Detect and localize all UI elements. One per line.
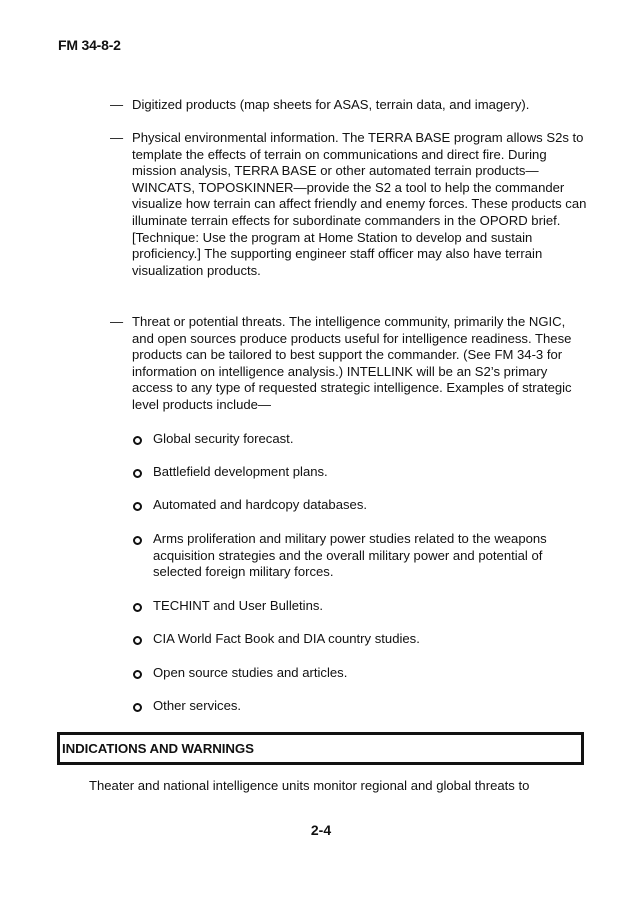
bullet-list-item (133, 631, 588, 648)
section-paragraph: Theater and national intelligence units monitor regional and global threats to (89, 778, 530, 793)
bullet-list-item (133, 431, 588, 448)
dash-item-text: Digitized products (map sheets for ASAS, terrain data, and imagery). (132, 97, 530, 112)
circle-bullet-icon (133, 536, 142, 545)
em-dash-icon: — (110, 314, 124, 329)
section-title: INDICATIONS AND WARNINGS (62, 741, 254, 756)
bullet-list-item (133, 464, 588, 481)
circle-bullet-icon (133, 502, 142, 511)
bullet-list-item (133, 598, 588, 615)
bullet-list-item (133, 531, 588, 581)
em-dash-icon: — (110, 130, 124, 145)
document-header: FM 34-8-2 (58, 37, 121, 53)
bullet-item-text: Automated and hardcopy databases. (153, 497, 368, 512)
dash-list-item (110, 314, 588, 414)
bullet-item-text: TECHINT and User Bulletins. (153, 598, 324, 613)
bullet-list-item (133, 497, 588, 514)
circle-bullet-icon (133, 670, 142, 679)
dash-list-item (110, 130, 588, 279)
dash-item-text: Physical environmental information. The TERRA BASE program allows S2s to template the effects of terrain on communications and direct fire. During mission analysis, TERRA BASE or other automated terrain products—WINCATS, TOPOSKINNER—provide the S2 a tool to help the commander visualize how terrain can affect friendly and enemy forces. These products can illuminate terrain effects for subordinate commanders in the OPORD brief. [Technique: Use the program at Home Station to develop and sustain proficiency.] The supporting engineer staff officer may also have terrain visualization products. (132, 130, 587, 278)
circle-bullet-icon (133, 636, 142, 645)
bullet-item-text: Global security forecast. (153, 431, 294, 446)
dash-list-item (110, 97, 588, 114)
bullet-item-text: CIA World Fact Book and DIA country studies. (153, 631, 420, 646)
bullet-item-text: Arms proliferation and military power studies related to the weapons acquisition strategies and the overall military power and potential of selected foreign military forces. (153, 531, 547, 580)
bullet-item-text: Open source studies and articles. (153, 665, 348, 680)
circle-bullet-icon (133, 603, 142, 612)
section-heading-box (57, 732, 584, 765)
bullet-item-text: Other services. (153, 698, 242, 713)
bullet-list-item (133, 665, 588, 682)
page-number: 2-4 (310, 822, 332, 838)
em-dash-icon: — (110, 97, 124, 112)
circle-bullet-icon (133, 703, 142, 712)
circle-bullet-icon (133, 469, 142, 478)
dash-item-text: Threat or potential threats. The intelligence community, primarily the NGIC, and open sources produce products useful for intelligence readiness. These products can be tailored to best support the commander. (See FM 34-3 for information on intelligence analysis.) INTELLINK will be an S2’s primary access to any type of requested strategic intelligence. Examples of strategic level products include— (132, 314, 572, 412)
bullet-list-item (133, 698, 588, 715)
bullet-item-text: Battlefield development plans. (153, 464, 328, 479)
circle-bullet-icon (133, 436, 142, 445)
